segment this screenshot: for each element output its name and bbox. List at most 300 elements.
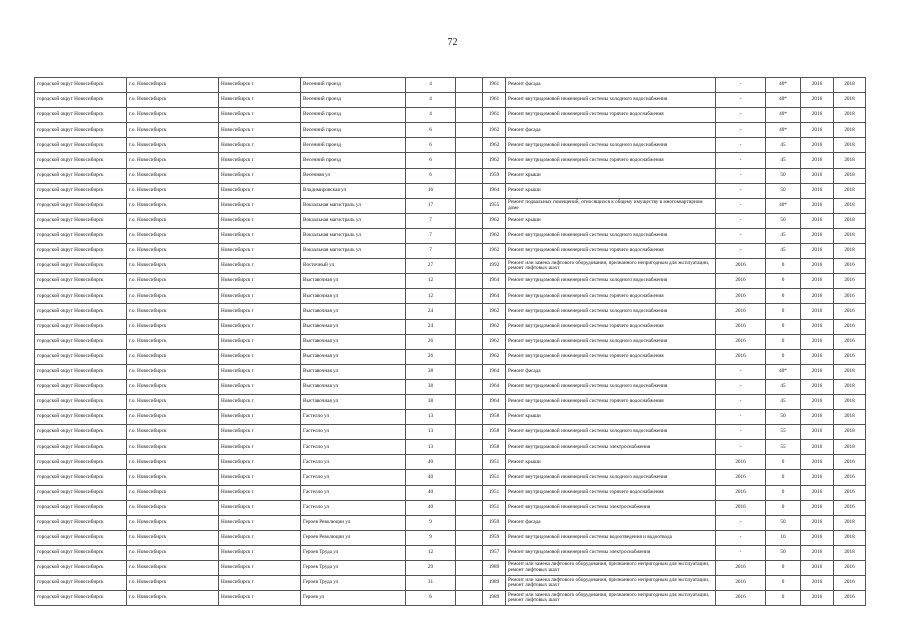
municipality-cell: городской округ Новосибирск: [35, 259, 127, 274]
locality-cell: Новосибирск г: [219, 425, 301, 440]
start-year-cell: 2016: [801, 349, 834, 364]
wear-cell: 55: [766, 425, 801, 440]
end-year-cell: 2018: [834, 123, 866, 138]
plan-year-cell: 2016: [716, 455, 766, 470]
house-cell: 40: [406, 500, 456, 515]
district-cell: г.о. Новосибирск: [127, 108, 219, 123]
house-cell: 6: [406, 138, 456, 153]
work-type-cell: Ремонт крыши: [506, 183, 716, 198]
plan-year-cell: 2016: [716, 334, 766, 349]
street-cell: Гастелло ул: [301, 440, 406, 455]
locality-cell: Новосибирск г: [219, 213, 301, 228]
wear-cell: 0: [766, 334, 801, 349]
municipality-cell: городской округ Новосибирск: [35, 591, 127, 606]
house-cell: 7: [406, 228, 456, 243]
building-cell: [456, 274, 483, 289]
municipality-cell: городской округ Новосибирск: [35, 228, 127, 243]
district-cell: г.о. Новосибирск: [127, 591, 219, 606]
wear-cell: 0: [766, 485, 801, 500]
start-year-cell: 2016: [801, 198, 834, 213]
locality-cell: Новосибирск г: [219, 259, 301, 274]
municipality-cell: городской округ Новосибирск: [35, 394, 127, 409]
district-cell: г.о. Новосибирск: [127, 244, 219, 259]
start-year-cell: 2016: [801, 244, 834, 259]
work-type-cell: Ремонт внутридомовой инженерной системы холодного водоснабжения: [506, 379, 716, 394]
year-cell: 1962: [483, 349, 506, 364]
year-cell: 1989: [483, 576, 506, 591]
house-cell: 4: [406, 93, 456, 108]
end-year-cell: 2016: [834, 319, 866, 334]
house-cell: 24: [406, 304, 456, 319]
table-row: [35, 198, 866, 213]
district-cell: г.о. Новосибирск: [127, 198, 219, 213]
house-cell: 12: [406, 545, 456, 560]
district-cell: г.о. Новосибирск: [127, 364, 219, 379]
table-row: [35, 561, 866, 576]
district-cell: г.о. Новосибирск: [127, 455, 219, 470]
municipality-cell: городской округ Новосибирск: [35, 485, 127, 500]
district-cell: г.о. Новосибирск: [127, 123, 219, 138]
table-row: [35, 108, 866, 123]
end-year-cell: 2016: [834, 349, 866, 364]
start-year-cell: 2016: [801, 364, 834, 379]
district-cell: г.о. Новосибирск: [127, 425, 219, 440]
year-cell: 1951: [483, 470, 506, 485]
start-year-cell: 2016: [801, 410, 834, 425]
table-row: [35, 545, 866, 560]
wear-cell: 10: [766, 530, 801, 545]
district-cell: г.о. Новосибирск: [127, 274, 219, 289]
locality-cell: Новосибирск г: [219, 244, 301, 259]
building-cell: [456, 364, 483, 379]
building-cell: [456, 168, 483, 183]
house-cell: 13: [406, 440, 456, 455]
street-cell: Героев Труда ул: [301, 561, 406, 576]
table-row: [35, 349, 866, 364]
work-type-cell: Ремонт внутридомовой инженерной системы холодного водоснабжения: [506, 138, 716, 153]
work-type-cell: Ремонт внутридомовой инженерной системы холодного водоснабжения: [506, 304, 716, 319]
locality-cell: Новосибирск г: [219, 576, 301, 591]
start-year-cell: 2016: [801, 319, 834, 334]
municipality-cell: городской округ Новосибирск: [35, 78, 127, 93]
building-cell: [456, 153, 483, 168]
street-cell: Вокзальная магистраль ул: [301, 228, 406, 243]
wear-cell: 50: [766, 515, 801, 530]
work-type-cell: Ремонт крыши: [506, 410, 716, 425]
house-cell: 4: [406, 108, 456, 123]
year-cell: 1989: [483, 591, 506, 606]
wear-cell: 45: [766, 244, 801, 259]
wear-cell: 40*: [766, 78, 801, 93]
work-type-cell: Ремонт внутридомовой инженерной системы холодного водоснабжения: [506, 228, 716, 243]
table-row: [35, 591, 866, 606]
table-row: [35, 153, 866, 168]
house-cell: 6: [406, 591, 456, 606]
plan-year-cell: -: [716, 364, 766, 379]
table-row: [35, 515, 866, 530]
locality-cell: Новосибирск г: [219, 108, 301, 123]
wear-cell: 40*: [766, 364, 801, 379]
street-cell: Весенний проезд: [301, 108, 406, 123]
wear-cell: 0: [766, 561, 801, 576]
year-cell: 1958: [483, 410, 506, 425]
house-cell: 27: [406, 259, 456, 274]
table-row: [35, 425, 866, 440]
locality-cell: Новосибирск г: [219, 455, 301, 470]
building-cell: [456, 259, 483, 274]
municipality-cell: городской округ Новосибирск: [35, 561, 127, 576]
table-body: [35, 78, 866, 606]
work-type-cell: Ремонт внутридомовой инженерной системы холодного водоснабжения: [506, 425, 716, 440]
district-cell: г.о. Новосибирск: [127, 394, 219, 409]
locality-cell: Новосибирск г: [219, 470, 301, 485]
work-type-cell: Ремонт фасада: [506, 364, 716, 379]
start-year-cell: 2016: [801, 274, 834, 289]
district-cell: г.о. Новосибирск: [127, 561, 219, 576]
street-cell: Героев ул: [301, 591, 406, 606]
work-type-cell: Ремонт внутридомовой инженерной системы горячего водоснабжения: [506, 485, 716, 500]
plan-year-cell: -: [716, 530, 766, 545]
building-cell: [456, 470, 483, 485]
street-cell: Весенний проезд: [301, 153, 406, 168]
street-cell: Весенний проезд: [301, 138, 406, 153]
table-row: [35, 78, 866, 93]
plan-year-cell: 2016: [716, 500, 766, 515]
start-year-cell: 2016: [801, 394, 834, 409]
plan-year-cell: -: [716, 183, 766, 198]
end-year-cell: 2018: [834, 93, 866, 108]
wear-cell: 0: [766, 455, 801, 470]
year-cell: 1964: [483, 274, 506, 289]
work-type-cell: Ремонт фасада: [506, 123, 716, 138]
end-year-cell: 2018: [834, 213, 866, 228]
work-type-cell: Ремонт крыши: [506, 455, 716, 470]
start-year-cell: 2016: [801, 470, 834, 485]
municipality-cell: городской округ Новосибирск: [35, 500, 127, 515]
municipality-cell: городской округ Новосибирск: [35, 334, 127, 349]
year-cell: 1989: [483, 561, 506, 576]
work-type-cell: Ремонт внутридомовой инженерной системы холодного водоснабжения: [506, 334, 716, 349]
street-cell: Вокзальная магистраль ул: [301, 198, 406, 213]
locality-cell: Новосибирск г: [219, 274, 301, 289]
year-cell: 1951: [483, 485, 506, 500]
table-row: [35, 394, 866, 409]
table-row: [35, 93, 866, 108]
start-year-cell: 2016: [801, 561, 834, 576]
table-row: [35, 138, 866, 153]
end-year-cell: 2018: [834, 364, 866, 379]
plan-year-cell: -: [716, 515, 766, 530]
house-cell: 17: [406, 198, 456, 213]
street-cell: Весенний проезд: [301, 78, 406, 93]
building-cell: [456, 138, 483, 153]
building-cell: [456, 440, 483, 455]
building-cell: [456, 530, 483, 545]
plan-year-cell: 2016: [716, 304, 766, 319]
building-cell: [456, 485, 483, 500]
wear-cell: 50: [766, 213, 801, 228]
house-cell: 31: [406, 576, 456, 591]
year-cell: 1955: [483, 198, 506, 213]
year-cell: 1958: [483, 440, 506, 455]
building-cell: [456, 289, 483, 304]
year-cell: 1992: [483, 259, 506, 274]
start-year-cell: 2016: [801, 123, 834, 138]
house-cell: 6: [406, 153, 456, 168]
locality-cell: Новосибирск г: [219, 123, 301, 138]
district-cell: г.о. Новосибирск: [127, 153, 219, 168]
year-cell: 1964: [483, 364, 506, 379]
building-cell: [456, 455, 483, 470]
street-cell: Героев Труда ул: [301, 545, 406, 560]
start-year-cell: 2016: [801, 530, 834, 545]
wear-cell: 50: [766, 183, 801, 198]
municipality-cell: городской округ Новосибирск: [35, 440, 127, 455]
year-cell: 1961: [483, 78, 506, 93]
start-year-cell: 2016: [801, 500, 834, 515]
building-cell: [456, 334, 483, 349]
year-cell: 1962: [483, 304, 506, 319]
work-type-cell: Ремонт внутридомовой инженерной системы электроснабжения: [506, 440, 716, 455]
wear-cell: 40*: [766, 93, 801, 108]
table-row: [35, 485, 866, 500]
district-cell: г.о. Новосибирск: [127, 530, 219, 545]
municipality-cell: городской округ Новосибирск: [35, 153, 127, 168]
end-year-cell: 2016: [834, 304, 866, 319]
table-row: [35, 304, 866, 319]
building-cell: [456, 304, 483, 319]
table-row: [35, 213, 866, 228]
street-cell: Выставочная ул: [301, 394, 406, 409]
start-year-cell: 2016: [801, 213, 834, 228]
year-cell: 1959: [483, 530, 506, 545]
house-cell: 13: [406, 410, 456, 425]
street-cell: Выставочная ул: [301, 289, 406, 304]
plan-year-cell: 2016: [716, 274, 766, 289]
work-type-cell: Ремонт подвальных помещений, относящихся к общему имуществу в многоквартирном доме: [506, 198, 716, 213]
end-year-cell: 2018: [834, 108, 866, 123]
end-year-cell: 2018: [834, 153, 866, 168]
year-cell: 1961: [483, 108, 506, 123]
municipality-cell: городской округ Новосибирск: [35, 349, 127, 364]
plan-year-cell: -: [716, 425, 766, 440]
work-type-cell: Ремонт крыши: [506, 168, 716, 183]
district-cell: г.о. Новосибирск: [127, 470, 219, 485]
street-cell: Весенний проезд: [301, 93, 406, 108]
street-cell: Героев Революции ул: [301, 530, 406, 545]
building-cell: [456, 319, 483, 334]
municipality-cell: городской округ Новосибирск: [35, 364, 127, 379]
house-cell: 7: [406, 213, 456, 228]
building-cell: [456, 228, 483, 243]
building-cell: [456, 93, 483, 108]
end-year-cell: 2016: [834, 455, 866, 470]
building-cell: [456, 123, 483, 138]
building-cell: [456, 379, 483, 394]
district-cell: г.о. Новосибирск: [127, 515, 219, 530]
locality-cell: Новосибирск г: [219, 228, 301, 243]
wear-cell: 0: [766, 576, 801, 591]
start-year-cell: 2016: [801, 334, 834, 349]
table-row: [35, 410, 866, 425]
district-cell: г.о. Новосибирск: [127, 183, 219, 198]
end-year-cell: 2018: [834, 545, 866, 560]
work-type-cell: Ремонт крыши: [506, 213, 716, 228]
street-cell: Выставочная ул: [301, 274, 406, 289]
year-cell: 1962: [483, 244, 506, 259]
street-cell: Выставочная ул: [301, 334, 406, 349]
house-cell: 16: [406, 183, 456, 198]
locality-cell: Новосибирск г: [219, 515, 301, 530]
house-cell: 26: [406, 334, 456, 349]
end-year-cell: 2016: [834, 289, 866, 304]
end-year-cell: 2018: [834, 530, 866, 545]
end-year-cell: 2018: [834, 379, 866, 394]
year-cell: 1961: [483, 93, 506, 108]
plan-year-cell: -: [716, 138, 766, 153]
table-row: [35, 168, 866, 183]
end-year-cell: 2018: [834, 515, 866, 530]
plan-year-cell: 2016: [716, 319, 766, 334]
table-row: [35, 364, 866, 379]
table-row: [35, 228, 866, 243]
municipality-cell: городской округ Новосибирск: [35, 545, 127, 560]
work-type-cell: Ремонт внутридомовой инженерной системы горячего водоснабжения: [506, 244, 716, 259]
district-cell: г.о. Новосибирск: [127, 319, 219, 334]
house-cell: 40: [406, 470, 456, 485]
building-cell: [456, 394, 483, 409]
start-year-cell: 2016: [801, 440, 834, 455]
building-cell: [456, 561, 483, 576]
municipality-cell: городской округ Новосибирск: [35, 213, 127, 228]
locality-cell: Новосибирск г: [219, 78, 301, 93]
table-row: [35, 319, 866, 334]
municipality-cell: городской округ Новосибирск: [35, 123, 127, 138]
house-cell: 26: [406, 349, 456, 364]
locality-cell: Новосибирск г: [219, 198, 301, 213]
end-year-cell: 2016: [834, 561, 866, 576]
plan-year-cell: -: [716, 153, 766, 168]
street-cell: Выставочная ул: [301, 319, 406, 334]
district-cell: г.о. Новосибирск: [127, 304, 219, 319]
locality-cell: Новосибирск г: [219, 138, 301, 153]
wear-cell: 0: [766, 591, 801, 606]
locality-cell: Новосибирск г: [219, 319, 301, 334]
building-cell: [456, 500, 483, 515]
district-cell: г.о. Новосибирск: [127, 213, 219, 228]
plan-year-cell: -: [716, 93, 766, 108]
street-cell: Выставочная ул: [301, 304, 406, 319]
plan-year-cell: -: [716, 440, 766, 455]
end-year-cell: 2016: [834, 485, 866, 500]
table-row: [35, 576, 866, 591]
locality-cell: Новосибирск г: [219, 394, 301, 409]
plan-year-cell: -: [716, 244, 766, 259]
street-cell: Героев Революции ул: [301, 515, 406, 530]
wear-cell: 0: [766, 500, 801, 515]
wear-cell: 45: [766, 153, 801, 168]
work-type-cell: Ремонт внутридомовой инженерной системы электроснабжения: [506, 500, 716, 515]
house-cell: 29: [406, 561, 456, 576]
locality-cell: Новосибирск г: [219, 410, 301, 425]
house-cell: 38: [406, 364, 456, 379]
house-cell: 12: [406, 274, 456, 289]
wear-cell: 0: [766, 319, 801, 334]
table-row: [35, 500, 866, 515]
municipality-cell: городской округ Новосибирск: [35, 93, 127, 108]
locality-cell: Новосибирск г: [219, 379, 301, 394]
plan-year-cell: 2016: [716, 470, 766, 485]
district-cell: г.о. Новосибирск: [127, 485, 219, 500]
year-cell: 1962: [483, 334, 506, 349]
plan-year-cell: 2016: [716, 289, 766, 304]
work-type-cell: Ремонт внутридомовой инженерной системы горячего водоснабжения: [506, 319, 716, 334]
street-cell: Вокзальная магистраль ул: [301, 213, 406, 228]
district-cell: г.о. Новосибирск: [127, 379, 219, 394]
table-row: [35, 455, 866, 470]
plan-year-cell: 2016: [716, 259, 766, 274]
municipality-cell: городской округ Новосибирск: [35, 138, 127, 153]
year-cell: 1959: [483, 168, 506, 183]
wear-cell: 50: [766, 410, 801, 425]
wear-cell: 45: [766, 394, 801, 409]
house-cell: 40: [406, 485, 456, 500]
street-cell: Весенний проезд: [301, 123, 406, 138]
wear-cell: 0: [766, 304, 801, 319]
building-cell: [456, 183, 483, 198]
plan-year-cell: -: [716, 379, 766, 394]
year-cell: 1962: [483, 123, 506, 138]
end-year-cell: 2016: [834, 274, 866, 289]
locality-cell: Новосибирск г: [219, 168, 301, 183]
plan-year-cell: -: [716, 213, 766, 228]
work-type-cell: Ремонт фасада: [506, 78, 716, 93]
start-year-cell: 2016: [801, 168, 834, 183]
year-cell: 1964: [483, 394, 506, 409]
locality-cell: Новосибирск г: [219, 561, 301, 576]
plan-year-cell: 2016: [716, 576, 766, 591]
work-type-cell: Ремонт или замена лифтового оборудования, признанного непригодным для эксплуатации, ремонт лифтовых шахт: [506, 591, 716, 606]
start-year-cell: 2016: [801, 455, 834, 470]
work-type-cell: Ремонт внутридомовой инженерной системы холодного водоснабжения: [506, 470, 716, 485]
house-cell: 13: [406, 425, 456, 440]
end-year-cell: 2018: [834, 198, 866, 213]
house-cell: 6: [406, 123, 456, 138]
plan-year-cell: -: [716, 123, 766, 138]
end-year-cell: 2018: [834, 410, 866, 425]
plan-year-cell: -: [716, 410, 766, 425]
wear-cell: 0: [766, 259, 801, 274]
start-year-cell: 2016: [801, 591, 834, 606]
end-year-cell: 2018: [834, 244, 866, 259]
plan-year-cell: 2016: [716, 349, 766, 364]
house-cell: 4: [406, 78, 456, 93]
street-cell: Гастелло ул: [301, 410, 406, 425]
start-year-cell: 2016: [801, 304, 834, 319]
locality-cell: Новосибирск г: [219, 364, 301, 379]
building-cell: [456, 425, 483, 440]
page-number: 72: [447, 37, 458, 48]
table-row: [35, 244, 866, 259]
district-cell: г.о. Новосибирск: [127, 334, 219, 349]
work-type-cell: Ремонт или замена лифтового оборудования, признанного непригодным для эксплуатации, ремонт лифтовых шахт: [506, 561, 716, 576]
street-cell: Героев Труда ул: [301, 576, 406, 591]
wear-cell: 50: [766, 168, 801, 183]
year-cell: 1964: [483, 379, 506, 394]
work-type-cell: Ремонт внутридомовой инженерной системы горячего водоснабжения: [506, 108, 716, 123]
work-type-cell: Ремонт внутридомовой инженерной системы горячего водоснабжения: [506, 153, 716, 168]
wear-cell: 0: [766, 274, 801, 289]
